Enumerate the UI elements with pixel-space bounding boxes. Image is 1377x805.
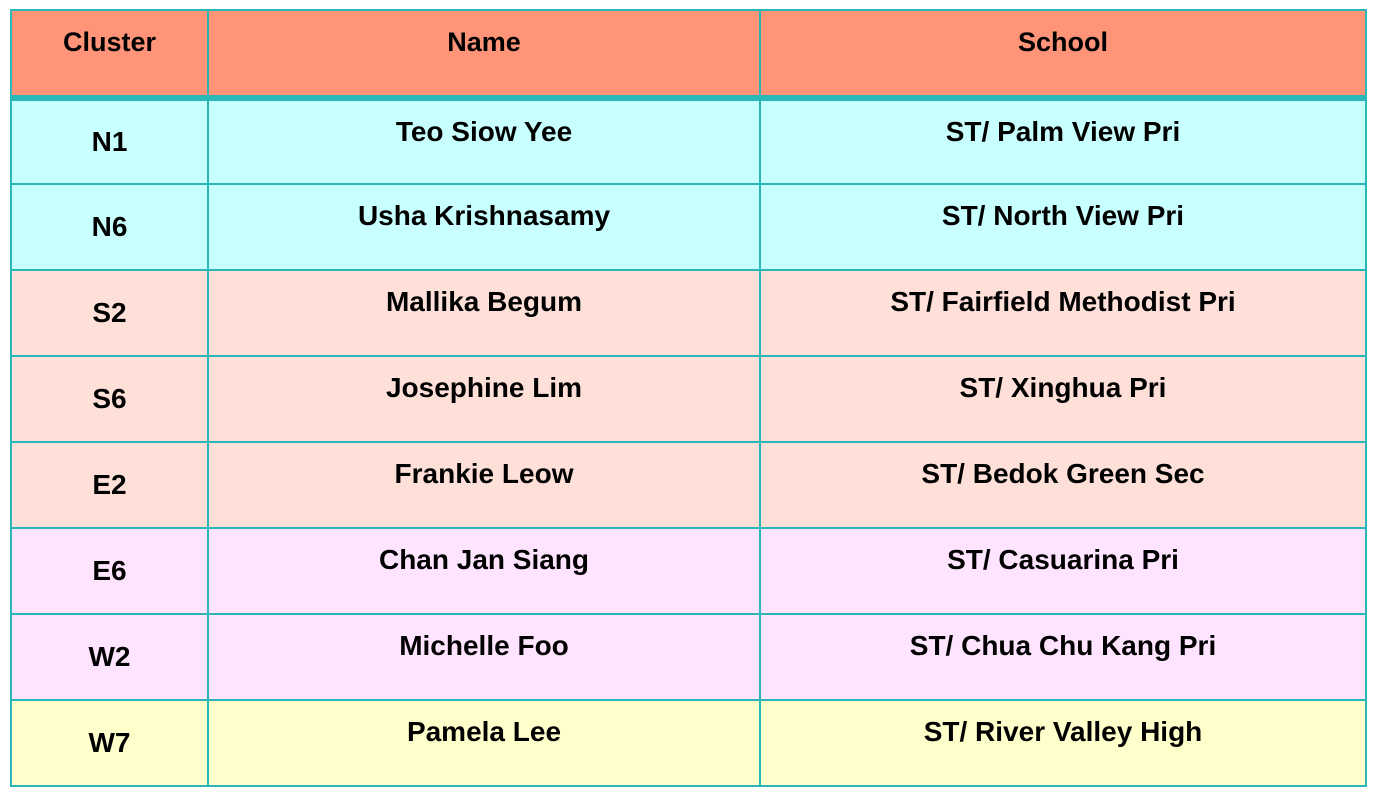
school-cell: ST/ Palm View Pri (760, 98, 1366, 184)
cluster-cell: N6 (11, 184, 208, 270)
school-cell: ST/ Xinghua Pri (760, 356, 1366, 442)
school-cell: ST/ Casuarina Pri (760, 528, 1366, 614)
name-cell: Mallika Begum (208, 270, 760, 356)
school-cell: ST/ River Valley High (760, 700, 1366, 786)
cluster-cell: N1 (11, 98, 208, 184)
cluster-cell: E2 (11, 442, 208, 528)
cluster-cell: W7 (11, 700, 208, 786)
name-cell: Teo Siow Yee (208, 98, 760, 184)
header-row (11, 10, 1366, 98)
cluster-cell: W2 (11, 614, 208, 700)
table-row (11, 700, 1366, 786)
table-row (11, 356, 1366, 442)
school-cell: ST/ Bedok Green Sec (760, 442, 1366, 528)
name-cell: Usha Krishnasamy (208, 184, 760, 270)
header-school: School (760, 10, 1366, 98)
cluster-table (10, 9, 1367, 787)
name-cell: Chan Jan Siang (208, 528, 760, 614)
name-cell: Pamela Lee (208, 700, 760, 786)
school-cell: ST/ Fairfield Methodist Pri (760, 270, 1366, 356)
cluster-cell: E6 (11, 528, 208, 614)
table-row (11, 528, 1366, 614)
cluster-cell: S6 (11, 356, 208, 442)
name-cell: Josephine Lim (208, 356, 760, 442)
table-row (11, 270, 1366, 356)
table-row (11, 98, 1366, 184)
name-cell: Frankie Leow (208, 442, 760, 528)
header-cluster: Cluster (11, 10, 208, 98)
cluster-cell: S2 (11, 270, 208, 356)
school-cell: ST/ North View Pri (760, 184, 1366, 270)
table-row (11, 442, 1366, 528)
header-name: Name (208, 10, 760, 98)
table-row (11, 614, 1366, 700)
school-cell: ST/ Chua Chu Kang Pri (760, 614, 1366, 700)
name-cell: Michelle Foo (208, 614, 760, 700)
table-row (11, 184, 1366, 270)
